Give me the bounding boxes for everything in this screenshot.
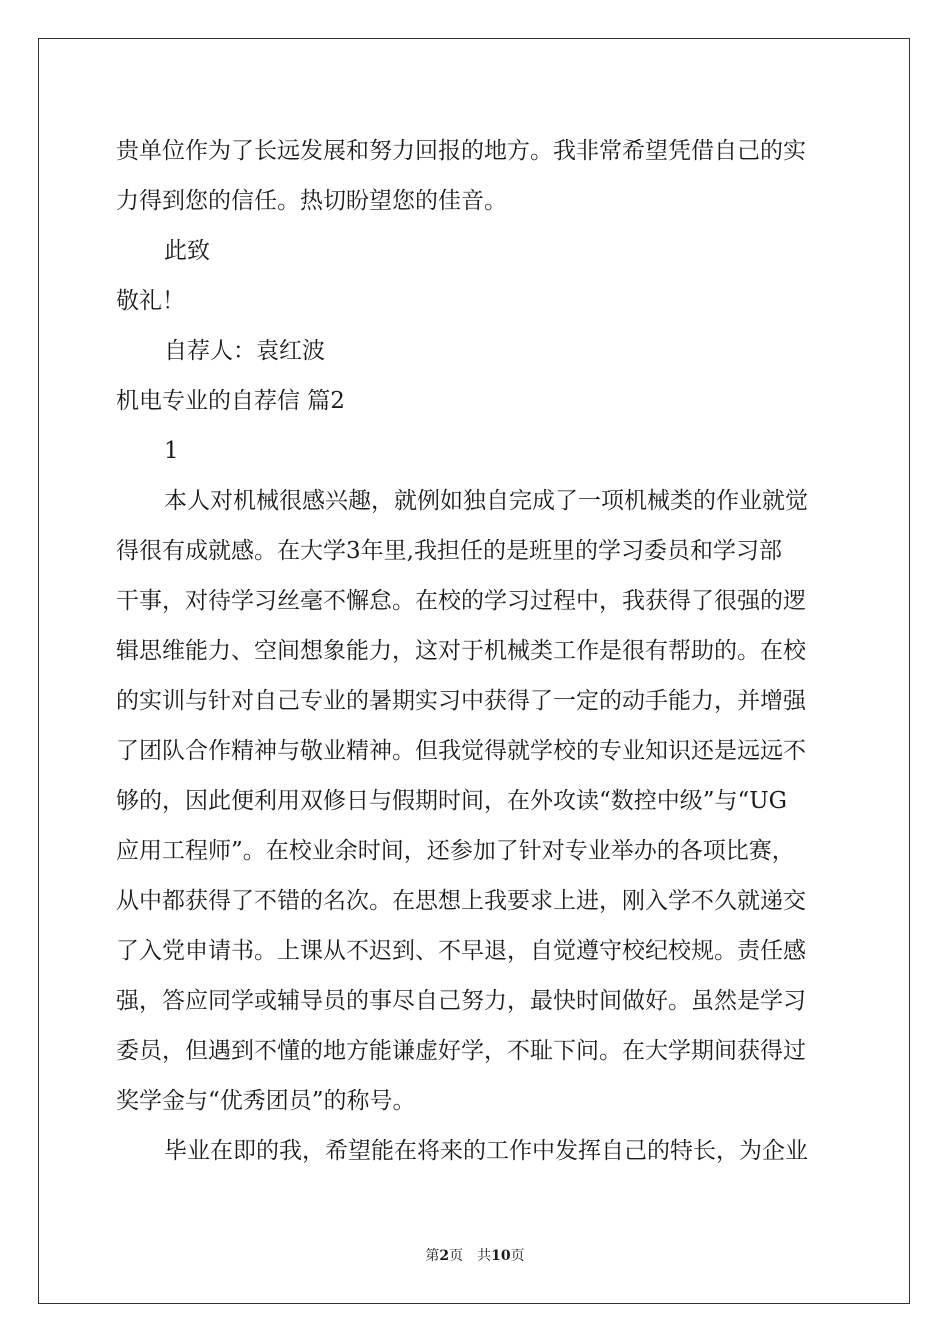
text-line: 了团队合作精神与敬业精神。但我觉得就学校的专业知识还是远远不 bbox=[116, 738, 806, 764]
text-line: 了入党申请书。上课从不迟到、不早退，自觉遵守校纪校规。责任感 bbox=[116, 938, 806, 964]
text-line: 此致 bbox=[164, 238, 210, 264]
footer-suffix: 页 bbox=[510, 1248, 525, 1264]
text-line: 奖学金与“优秀团员”的称号。 bbox=[116, 1088, 416, 1114]
text-line: 辑思维能力、空间想象能力，这对于机械类工作是很有帮助的。在校 bbox=[116, 638, 806, 664]
text-line: 强，答应同学或辅导员的事尽自己努力，最快时间做好。虽然是学习 bbox=[116, 988, 806, 1014]
footer-current-page: 2 bbox=[439, 1248, 450, 1264]
text-line: 应用工程师”。在校业余时间，还参加了针对专业举办的各项比赛， bbox=[116, 838, 795, 864]
footer-total-pages: 10 bbox=[491, 1248, 511, 1264]
text-line: 敬礼！ bbox=[116, 288, 185, 314]
text-line: 委员，但遇到不懂的地方能谦虚好学，不耻下问。在大学期间获得过 bbox=[116, 1038, 806, 1064]
text-line: 本人对机械很感兴趣，就例如独自完成了一项机械类的作业就觉 bbox=[164, 488, 808, 514]
footer-prefix: 第 bbox=[425, 1248, 440, 1264]
text-line: 机电专业的自荐信 篇2 bbox=[116, 388, 345, 414]
text-line: 自荐人：袁红波 bbox=[164, 338, 325, 364]
text-line: 的实训与针对自己专业的暑期实习中获得了一定的动手能力，并增强 bbox=[116, 688, 806, 714]
text-line: 毕业在即的我，希望能在将来的工作中发挥自己的特长，为企业 bbox=[164, 1138, 808, 1164]
text-line: 从中都获得了不错的名次。在思想上我要求上进，刚入学不久就递交 bbox=[116, 888, 806, 914]
text-line: 够的，因此便利用双修日与假期时间，在外攻读“数控中级”与“UG bbox=[116, 788, 788, 814]
text-line: 力得到您的信任。热切盼望您的佳音。 bbox=[116, 188, 507, 214]
page-footer bbox=[0, 1245, 950, 1265]
text-line: 贵单位作为了长远发展和努力回报的地方。我非常希望凭借自己的实 bbox=[116, 138, 806, 164]
text-line: 1 bbox=[164, 438, 179, 464]
text-line: 干事，对待学习丝毫不懈怠。在校的学习过程中，我获得了很强的逻 bbox=[116, 588, 806, 614]
footer-middle: 页 共 bbox=[449, 1248, 492, 1264]
document-body bbox=[116, 126, 836, 1176]
text-line: 得很有成就感。在大学3年里,我担任的是班里的学习委员和学习部 bbox=[116, 538, 782, 564]
